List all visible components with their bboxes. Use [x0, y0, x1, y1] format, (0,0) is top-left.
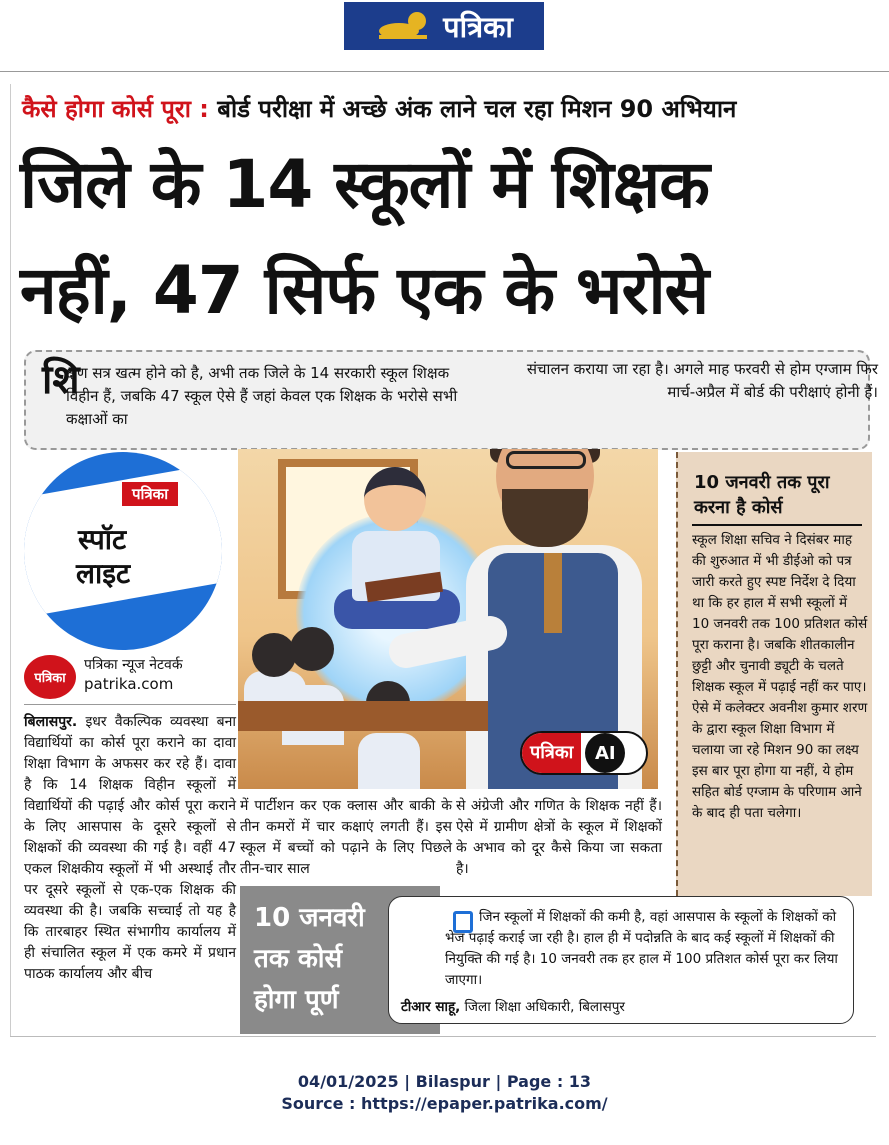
- lion-emblem-icon: [375, 9, 433, 43]
- classroom-illustration: [238, 449, 658, 789]
- headline-line-1: जिले के 14 स्कूलों में शिक्षक: [20, 146, 709, 223]
- body-column-1: [24, 712, 236, 985]
- sidebar-title: 10 जनवरी तक पूरा करना है कोर्स: [694, 472, 830, 518]
- footer-date-line: 04/01/2025 | Bilaspur | Page : 13: [297, 1072, 592, 1091]
- byline-network: पत्रिका न्यूज नेटवर्क: [84, 657, 183, 673]
- spotlight-tag: पत्रिका: [122, 482, 178, 506]
- top-divider: [0, 71, 889, 72]
- student-head: [252, 633, 296, 677]
- spotlight-line-2: लाइट: [76, 557, 131, 590]
- kicker-red: कैसे होगा कोर्स पूरा :: [22, 95, 209, 123]
- dateline-place: बिलासपुर.: [24, 714, 78, 730]
- quote-tag-line-3: होगा पूर्ण: [254, 985, 339, 1015]
- kicker-black: बोर्ड परीक्षा में अच्छे अंक लाने चल रहा मिशन 90 अभियान: [217, 95, 737, 123]
- drop-cap: शि: [42, 357, 80, 403]
- sidebar-box: [676, 452, 872, 896]
- kicker: [22, 92, 736, 125]
- byline-logo: पत्रिका: [24, 655, 76, 699]
- intro-right-text: संचालन कराया जा रहा है। अगले माह फरवरी से होम एग्जाम फिर मार्च-अप्रैल में बोर्ड की परीक्षाएं होनी हैं।: [526, 360, 878, 401]
- quote-speaker: टीआर साहू,: [401, 999, 461, 1015]
- sidebar-body: स्कूल शिक्षा सचिव ने दिसंबर माह की शुरुआत में भी डीईओ को पत्र जारी करते हुए स्पष्ट निर्देश दे दिया था कि हर हाल में सभी स्कूलों में 10 जनवरी तक 100 प्रतिशत कोर्स पूरा कराना है। जबकि शीतकालीन छुट्टी और चुनावी ड्यूटी के चलते शिक्षक स्कूल में पढ़ाई नहीं कर पाए। ऐसे में कलेक्टर अवनीश कुमार शरण के द्वारा स्कूल शिक्षा विभाग में चलाया जा रहे मिशन 90 का लक्ष्य इस बार पूरा होगा या नहीं, ये होम सहित बोर्ड एग्जाम के परिणाम आने के बाद ही पता चलेगा।: [692, 532, 868, 821]
- byline-divider: [24, 704, 236, 705]
- footer-source-line[interactable]: Source : https://epaper.patrika.com/: [281, 1094, 608, 1113]
- quote-box: [388, 896, 854, 1024]
- intro-box: [24, 350, 878, 450]
- patrika-ai-badge: [520, 731, 648, 775]
- student-head: [290, 627, 334, 671]
- quote-designation: जिला शिक्षा अधिकारी, बिलासपुर: [464, 999, 625, 1015]
- intro-left-text: क्षण सत्र खत्म होने को है, अभी तक जिले के 14 सरकारी स्कूल शिक्षक विहीन हैं, जबकि 47 स्कूल ऐसे हैं जहां केवल एक शिक्षक के भरोसे सभी कक्षाओं का: [66, 364, 458, 428]
- floating-child-head: [364, 467, 426, 531]
- desk-shape: [238, 701, 488, 731]
- quote-tag-line-2: तक कोर्स: [254, 944, 343, 974]
- student-body: [358, 733, 420, 789]
- masthead-brand: पत्रिका: [443, 9, 513, 44]
- page-bottom-divider: [10, 1036, 876, 1037]
- body-column-2: में पार्टीशन कर एक क्लास और बाकी के तीन कमरों में चार कक्षाएं लगती हैं। इस स्कूल में बच्चों को पढ़ाने के लिए पिछले तीन-चार साल: [240, 798, 452, 877]
- teacher-tie: [544, 553, 562, 633]
- quote-text: जिन स्कूलों में शिक्षकों की कमी है, वहां आसपास के स्कूलों के शिक्षकों को भेज पढ़ाई कराई जा रही है। हाल ही में पदोन्नति के बाद कई स्कूलों में शिक्षकों की नियुक्ति की गई है। 10 जनवरी तक हर हाल में 100 प्रतिशत कोर्स पूरा कर लिया जाएगा।: [445, 909, 838, 988]
- sidebar-title-rule: [692, 524, 862, 526]
- byline-url[interactable]: patrika.com: [84, 675, 174, 693]
- spotlight-logo: [24, 452, 222, 650]
- headline: [20, 132, 870, 344]
- quote-signature: [401, 997, 625, 1015]
- badge-ai-text: AI: [585, 733, 625, 773]
- quote-tag: [254, 898, 365, 1021]
- badge-label: पत्रिका: [522, 733, 581, 773]
- body-column-1-text: इधर वैकल्पिक व्यवस्था बना विद्यार्थियों का कोर्स पूरा कराने का दावा शिक्षा विभाग के अफसर कर रहे हैं। दावा है कि 14 शिक्षक विहीन स्कूलों में विद्यार्थियों की पढ़ाई और कोर्स पूरा कराने के लिए आसपास के दूसरे स्कूलों से शिक्षकों की व्यवस्था की गई है। वहीं 47 एकल शिक्षकीय स्कूलों में भी अस्थाई तौर पर दूसरे स्कूलों से एक-एक शिक्षक की व्यवस्था की है। जबकि सच्चाई तो यह है कि तारबाहर स्थित संभागीय कार्यालय में ही संचालित स्कूल में एक कमरे में प्रधान पाठक कार्यालय और बीच: [24, 714, 236, 982]
- masthead: [344, 2, 544, 50]
- headline-line-2: नहीं, 47 सिर्फ एक के भरोसे: [20, 252, 709, 329]
- body-column-3: से अंग्रेजी और गणित के शिक्षक नहीं हैं। ऐसे में ग्रामीण क्षेत्रों के स्कूल में शिक्षकों के अभाव को दूर कैसे किया जा सकता है।: [456, 798, 662, 877]
- teacher-beard: [502, 489, 588, 547]
- teacher-glasses: [506, 451, 586, 469]
- quote-tag-line-1: 10 जनवरी: [254, 903, 365, 933]
- spotlight-line-1: स्पॉट: [78, 523, 127, 556]
